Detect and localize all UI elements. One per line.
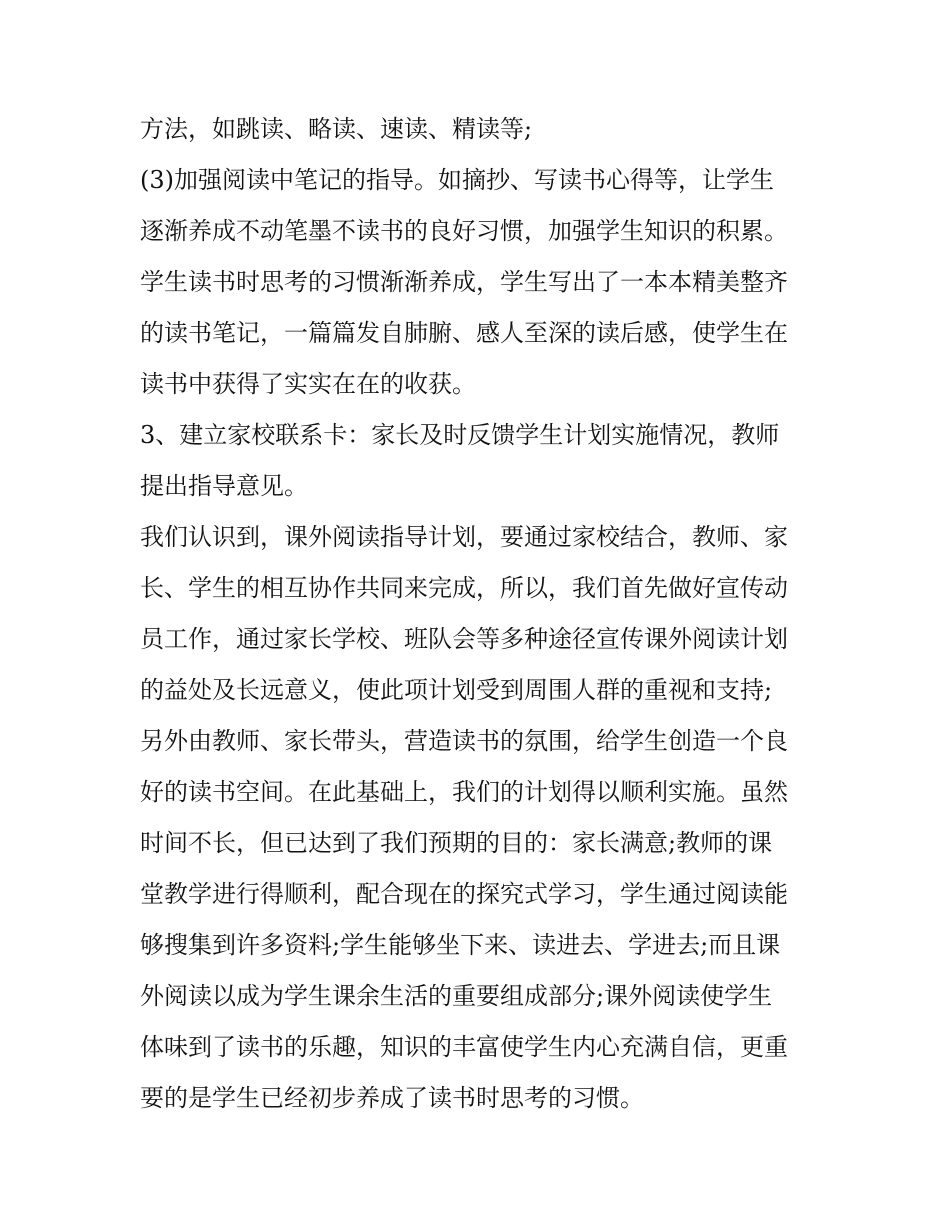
text-line: 我们认识到，课外阅读指导计划，要通过家校结合，教师、家 <box>140 523 788 551</box>
text-line: 长、学生的相互协作共同来完成，所以，我们首先做好宣传动 <box>140 574 788 602</box>
text-line: 读书中获得了实实在在的收获。 <box>140 370 476 398</box>
text-line: 学生读书时思考的习惯渐渐养成，学生写出了一本本精美整齐 <box>140 268 788 296</box>
text-line: 3、建立家校联系卡：家长及时反馈学生计划实施情况，教师 <box>140 421 780 449</box>
text-line: 外阅读以成为学生课余生活的重要组成部分;课外阅读使学生 <box>140 982 773 1010</box>
text-line: 时间不长，但已达到了我们预期的目的：家长满意;教师的课 <box>140 829 773 857</box>
text-line: 逐渐养成不动笔墨不读书的良好习惯，加强学生知识的积累。 <box>140 217 788 245</box>
text-line: 另外由教师、家长带头，营造读书的氛围，给学生创造一个良 <box>140 727 788 755</box>
text-line: 要的是学生已经初步养成了读书时思考的习惯。 <box>140 1084 644 1112</box>
text-line: 提出指导意见。 <box>140 472 308 500</box>
text-line: 堂教学进行得顺利，配合现在的探究式学习，学生通过阅读能 <box>140 880 788 908</box>
text-line: 员工作，通过家长学校、班队会等多种途径宣传课外阅读计划 <box>140 625 788 653</box>
text-line: 体味到了读书的乐趣，知识的丰富使学生内心充满自信，更重 <box>140 1033 788 1061</box>
body-text <box>140 104 830 1124</box>
text-line: 的读书笔记，一篇篇发自肺腑、感人至深的读后感，使学生在 <box>140 319 788 347</box>
text-line: 好的读书空间。在此基础上，我们的计划得以顺利实施。虽然 <box>140 778 788 806</box>
text-line: (3)加强阅读中笔记的指导。如摘抄、写读书心得等，让学生 <box>140 166 774 194</box>
text-line: 方法，如跳读、略读、速读、精读等; <box>140 115 533 143</box>
text-line: 的益处及长远意义，使此项计划受到周围人群的重视和支持; <box>140 676 773 704</box>
text-line: 够搜集到许多资料;学生能够坐下来、读进去、学进去;而且课 <box>140 931 781 959</box>
